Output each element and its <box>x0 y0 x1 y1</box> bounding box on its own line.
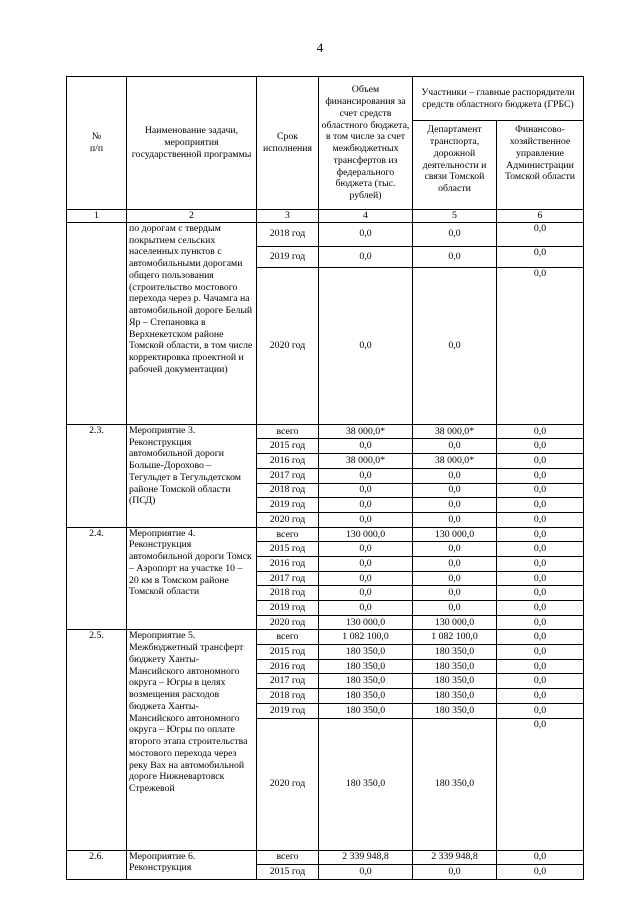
finance-cell: 0,0 <box>497 674 584 689</box>
transport-cell: 0,0 <box>413 483 497 498</box>
transport-cell: 0,0 <box>413 865 497 880</box>
header-funding: Объем финансирования за счет средств областного бюджета, в том числе за счет межбюджетных трансфертов из федерального бюджета (тыс. рублей) <box>319 77 413 210</box>
period-cell: 2015 год <box>257 865 319 880</box>
measure-name: Мероприятие 5. Межбюджетный трансферт бюджету Ханты-Мансийского автономного округа – Югры в целях возмещения расходов бюджета Ханты-Мансийского автономного округа – Югры по оплате второго этапа строительства мостового перехода через реку Вах на автомобильной дороге Нижневартовск Стрежевой <box>127 630 257 850</box>
period-cell: 2020 год <box>257 512 319 527</box>
measure-name: Мероприятие 3. Реконструкция автомобильной дороги Больше-Дорохово – Тегульдет в Тегульдетском районе Томской области (ПСД) <box>127 424 257 527</box>
row-number: 2.5. <box>67 630 127 850</box>
funding-cell: 0,0 <box>319 246 413 267</box>
funding-cell: 180 350,0 <box>319 689 413 704</box>
measure-name: Мероприятие 4. Реконструкция автомобильной дороги Томск – Аэропорт на участке 10 – 20 км в Томском районе Томской области <box>127 527 257 630</box>
period-cell: 2017 год <box>257 468 319 483</box>
funding-cell: 0,0 <box>319 571 413 586</box>
row-number: 2.3. <box>67 424 127 527</box>
transport-cell: 180 350,0 <box>413 718 497 850</box>
funding-cell: 0,0 <box>319 542 413 557</box>
transport-cell: 0,0 <box>413 512 497 527</box>
transport-cell: 38 000,0* <box>413 454 497 469</box>
transport-cell: 0,0 <box>413 222 497 246</box>
period-cell: 2017 год <box>257 571 319 586</box>
transport-cell: 0,0 <box>413 586 497 601</box>
header-participants: Участники – главные распорядители средств областного бюджета (ГРБС) <box>413 77 584 121</box>
transport-cell: 180 350,0 <box>413 674 497 689</box>
transport-cell: 0,0 <box>413 556 497 571</box>
funding-cell: 0,0 <box>319 865 413 880</box>
transport-cell: 2 339 948,8 <box>413 850 497 865</box>
funding-cell: 130 000,0 <box>319 615 413 630</box>
transport-cell: 180 350,0 <box>413 689 497 704</box>
funding-cell: 0,0 <box>319 267 413 424</box>
finance-cell: 0,0 <box>497 571 584 586</box>
transport-cell: 0,0 <box>413 468 497 483</box>
period-cell: всего <box>257 424 319 439</box>
finance-cell: 0,0 <box>497 512 584 527</box>
period-cell: 2016 год <box>257 659 319 674</box>
period-cell: 2018 год <box>257 586 319 601</box>
finance-cell: 0,0 <box>497 424 584 439</box>
transport-cell: 0,0 <box>413 439 497 454</box>
row-number: 2.4. <box>67 527 127 630</box>
header-finance-admin: Финансово-хозяйственное управление Администрации Томской области <box>497 121 584 210</box>
transport-cell: 130 000,0 <box>413 527 497 542</box>
funding-cell: 1 082 100,0 <box>319 630 413 645</box>
period-cell: всего <box>257 850 319 865</box>
transport-cell: 0,0 <box>413 267 497 424</box>
funding-cell: 0,0 <box>319 556 413 571</box>
funding-cell: 0,0 <box>319 586 413 601</box>
transport-cell: 0,0 <box>413 542 497 557</box>
funding-cell: 38 000,0* <box>319 424 413 439</box>
funding-cell: 0,0 <box>319 512 413 527</box>
transport-cell: 130 000,0 <box>413 615 497 630</box>
finance-cell: 0,0 <box>497 556 584 571</box>
funding-cell: 0,0 <box>319 601 413 616</box>
period-cell: 2015 год <box>257 645 319 660</box>
funding-cell: 0,0 <box>319 439 413 454</box>
row-number <box>67 222 127 424</box>
period-cell: 2019 год <box>257 246 319 267</box>
period-cell: 2019 год <box>257 703 319 718</box>
finance-cell: 0,0 <box>497 630 584 645</box>
funding-cell: 0,0 <box>319 222 413 246</box>
row-number: 2.6. <box>67 850 127 879</box>
page-number: 4 <box>316 40 324 55</box>
finance-cell: 0,0 <box>497 689 584 704</box>
finance-cell: 0,0 <box>497 865 584 880</box>
funding-cell: 38 000,0* <box>319 454 413 469</box>
funding-cell: 180 350,0 <box>319 674 413 689</box>
column-index: 2 <box>127 210 257 223</box>
transport-cell: 180 350,0 <box>413 645 497 660</box>
finance-cell: 0,0 <box>497 267 584 424</box>
finance-cell: 0,0 <box>497 703 584 718</box>
period-cell: 2016 год <box>257 454 319 469</box>
funding-cell: 130 000,0 <box>319 527 413 542</box>
finance-cell: 0,0 <box>497 718 584 850</box>
finance-cell: 0,0 <box>497 483 584 498</box>
transport-cell: 180 350,0 <box>413 703 497 718</box>
funding-table <box>66 76 584 880</box>
funding-cell: 0,0 <box>319 498 413 513</box>
period-cell: 2015 год <box>257 542 319 557</box>
finance-cell: 0,0 <box>497 454 584 469</box>
header-num: № п/п <box>67 77 127 210</box>
period-cell: всего <box>257 630 319 645</box>
period-cell: 2018 год <box>257 689 319 704</box>
period-cell: 2018 год <box>257 222 319 246</box>
finance-cell: 0,0 <box>497 246 584 267</box>
finance-cell: 0,0 <box>497 586 584 601</box>
period-cell: 2019 год <box>257 601 319 616</box>
period-cell: 2020 год <box>257 718 319 850</box>
period-cell: 2019 год <box>257 498 319 513</box>
period-cell: всего <box>257 527 319 542</box>
funding-cell: 180 350,0 <box>319 645 413 660</box>
finance-cell: 0,0 <box>497 527 584 542</box>
finance-cell: 0,0 <box>497 222 584 246</box>
transport-cell: 180 350,0 <box>413 659 497 674</box>
funding-cell: 0,0 <box>319 468 413 483</box>
finance-cell: 0,0 <box>497 645 584 660</box>
finance-cell: 0,0 <box>497 601 584 616</box>
column-index: 6 <box>497 210 584 223</box>
period-cell: 2015 год <box>257 439 319 454</box>
finance-cell: 0,0 <box>497 659 584 674</box>
finance-cell: 0,0 <box>497 850 584 865</box>
finance-cell: 0,0 <box>497 468 584 483</box>
transport-cell: 38 000,0* <box>413 424 497 439</box>
finance-cell: 0,0 <box>497 439 584 454</box>
period-cell: 2020 год <box>257 615 319 630</box>
measure-name: Мероприятие 6. Реконструкция <box>127 850 257 879</box>
header-name: Наименование задачи, мероприятия государственной программы <box>127 77 257 210</box>
column-index: 4 <box>319 210 413 223</box>
period-cell: 2017 год <box>257 674 319 689</box>
finance-cell: 0,0 <box>497 498 584 513</box>
period-cell: 2016 год <box>257 556 319 571</box>
transport-cell: 0,0 <box>413 498 497 513</box>
funding-cell: 180 350,0 <box>319 659 413 674</box>
column-index: 1 <box>67 210 127 223</box>
column-index: 3 <box>257 210 319 223</box>
period-cell: 2020 год <box>257 267 319 424</box>
transport-cell: 1 082 100,0 <box>413 630 497 645</box>
transport-cell: 0,0 <box>413 571 497 586</box>
finance-cell: 0,0 <box>497 615 584 630</box>
period-cell: 2018 год <box>257 483 319 498</box>
measure-name: по дорогам с твердым покрытием сельских населенных пунктов с автомобильными дорогами общего пользования (строительство мостового перехода через р. Чачамга на автомобильной дороге Белый Яр – Степановка в Верхнекетском районе Томской области, в том числе корректировка проектной и рабочей документации) <box>127 222 257 424</box>
finance-cell: 0,0 <box>497 542 584 557</box>
funding-cell: 2 339 948,8 <box>319 850 413 865</box>
column-index: 5 <box>413 210 497 223</box>
funding-cell: 0,0 <box>319 483 413 498</box>
funding-cell: 180 350,0 <box>319 718 413 850</box>
funding-cell: 180 350,0 <box>319 703 413 718</box>
header-period: Срок исполнения <box>257 77 319 210</box>
header-dept-transport: Департамент транспорта, дорожной деятельности и связи Томской области <box>413 121 497 210</box>
transport-cell: 0,0 <box>413 601 497 616</box>
transport-cell: 0,0 <box>413 246 497 267</box>
